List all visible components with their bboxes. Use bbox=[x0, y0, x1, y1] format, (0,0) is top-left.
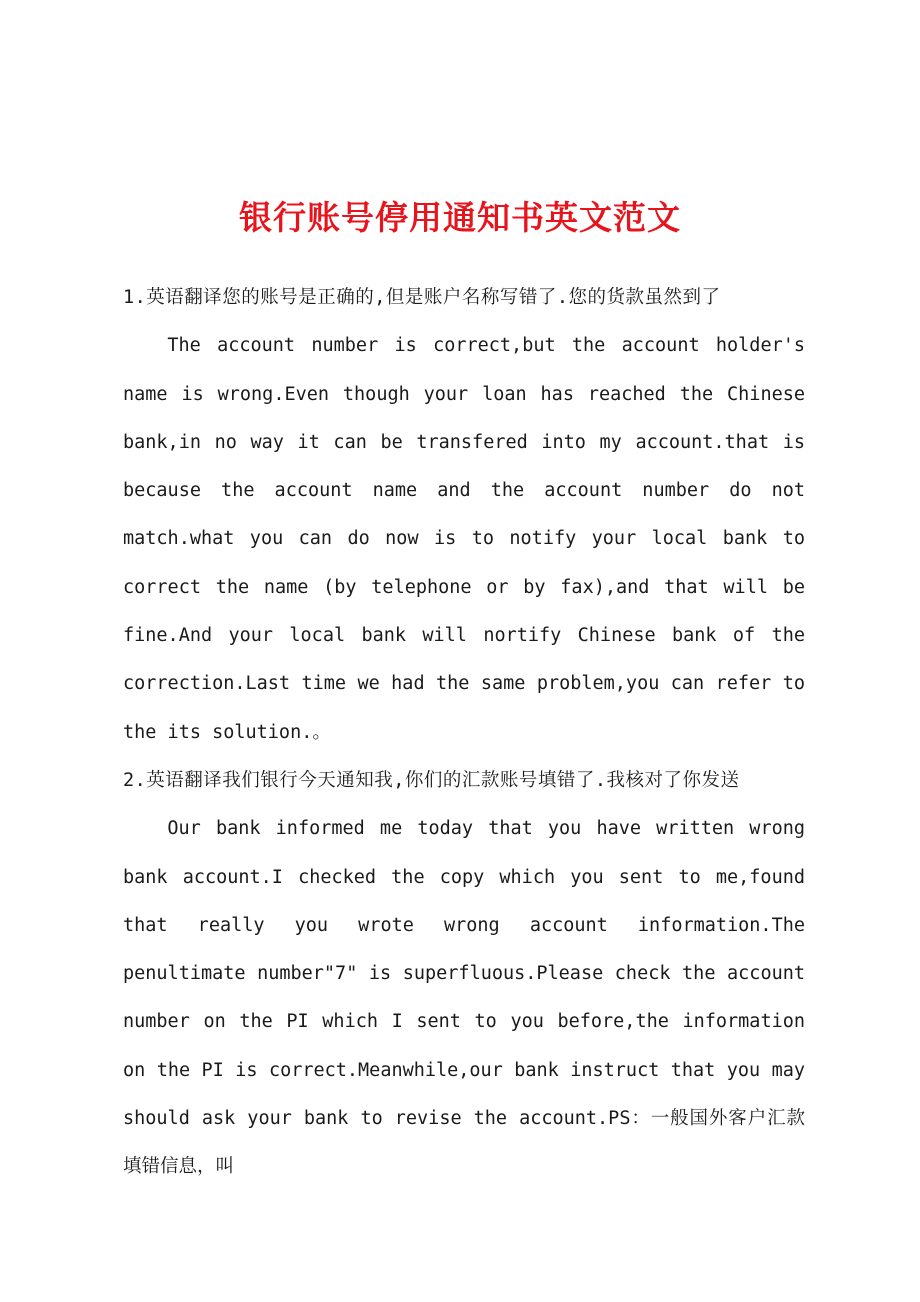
section-heading-1: 1.英语翻译您的账号是正确的,但是账户名称写错了.您的货款虽然到了 bbox=[123, 287, 721, 308]
section-paragraph-1: The account number is correct,but the account holder's name is wrong.Even though your loan has reached the Chinese bank,in no way it can be transfered into my account.that is because the account name and the account number do not match.what you can do now is to notify your local bank to correct the name (by telephone or by fax),and that will be fine.And your local bank will nortify Chinese bank of the correction.Last time we had the same problem,you can refer to the its solution.。 bbox=[123, 335, 805, 743]
document-title: 银行账号停用通知书英文范文 bbox=[239, 198, 681, 237]
document-body bbox=[123, 274, 805, 1192]
section-heading-2: 2.英语翻译我们银行今天通知我,你们的汇款账号填错了.我核对了你发送 bbox=[123, 769, 740, 791]
section-paragraph-2: Our bank informed me today that you have written wrong bank account.I checked the copy which you sent to me,found that really you wrote wrong account information.The penultimate number"7" is superfluous.Please check the account number on the PI which I sent to you before,the information on the PI is correct.Meanwhile,our bank instruct that you may should ask your bank to revise the account.PS：一般国外客户汇款填错信息，叫 bbox=[123, 818, 805, 1178]
